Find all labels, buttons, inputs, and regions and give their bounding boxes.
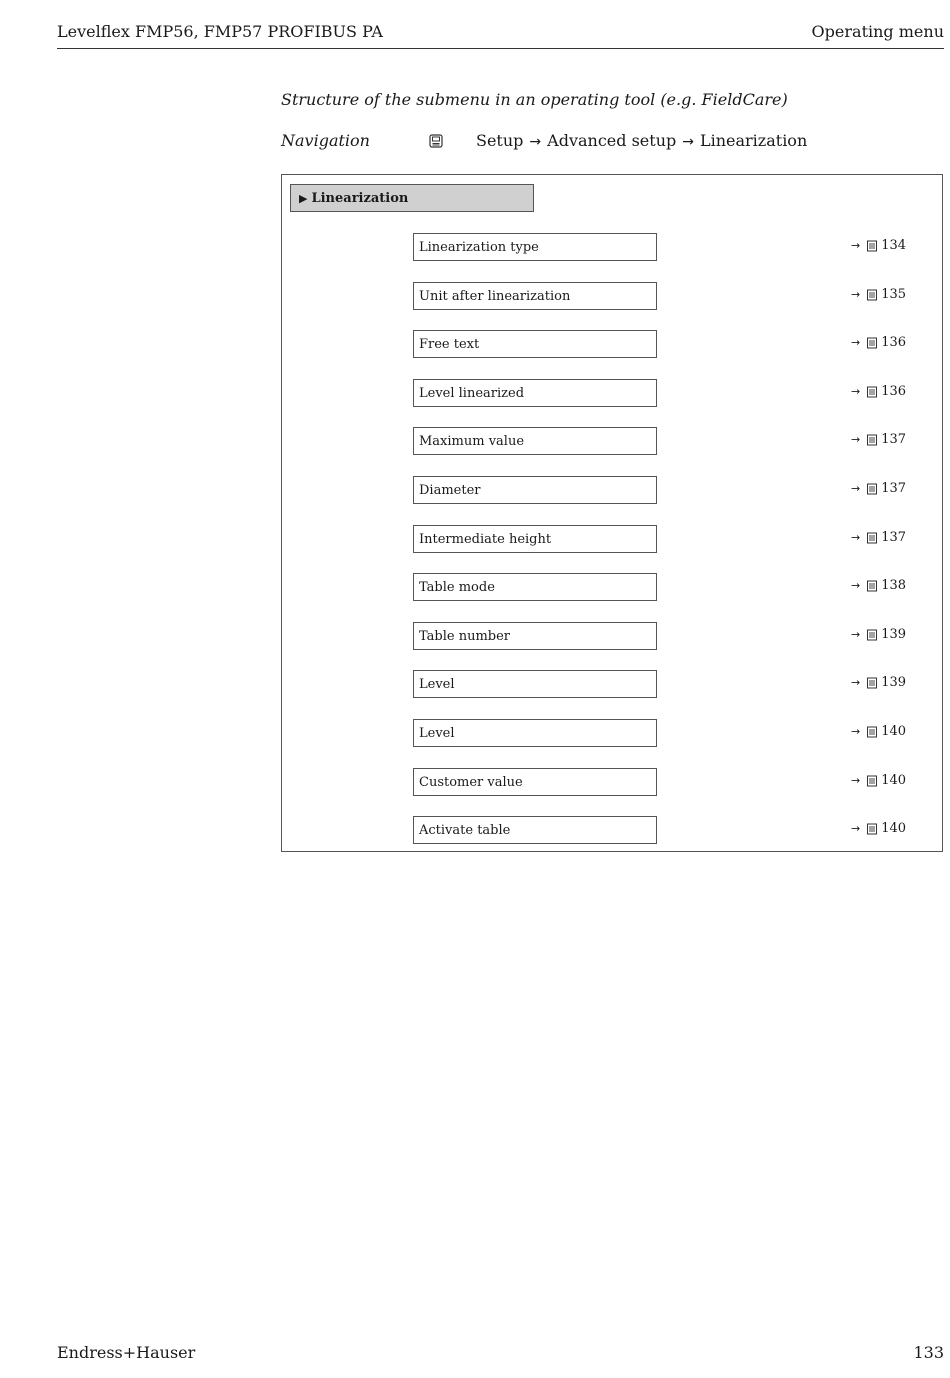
page-reference-link[interactable] [851,724,906,739]
submenu-title: Linearization [311,190,409,206]
parameter-item[interactable]: Level [413,670,657,698]
parameter-row [0,670,950,698]
page-reference-link[interactable] [851,384,906,399]
page-reference-icon [866,483,878,495]
parameter-row [0,622,950,650]
page-reference-link[interactable] [851,481,906,496]
parameter-item[interactable]: Intermediate height [413,525,657,553]
arrow-right-icon: → [851,579,861,592]
arrow-right-icon: → [851,822,861,835]
page-reference-link[interactable] [851,335,906,350]
nav-path-setup: Setup [476,131,524,150]
page-number: 139 [881,675,907,690]
page-number: 140 [881,724,907,739]
arrow-right-icon: → [851,385,861,398]
parameter-item[interactable]: Maximum value [413,427,657,455]
navigation-path [476,131,807,150]
page-number: 137 [881,530,907,545]
parameter-row [0,282,950,310]
expand-triangle-icon: ▶ [299,191,308,205]
parameter-row [0,476,950,504]
page-number: 136 [881,384,907,399]
header-product-title: Levelflex FMP56, FMP57 PROFIBUS PA [57,22,383,41]
page-reference-link[interactable] [851,773,906,788]
page-reference-icon [866,823,878,835]
parameter-row [0,330,950,358]
arrow-right-icon: → [682,134,694,150]
page-reference-link[interactable] [851,287,906,302]
page-number: 140 [881,821,907,836]
arrow-right-icon: → [851,628,861,641]
header-divider [57,48,944,49]
arrow-right-icon: → [851,482,861,495]
parameter-item[interactable]: Level linearized [413,379,657,407]
page-number: 138 [881,578,907,593]
page-reference-link[interactable] [851,578,906,593]
arrow-right-icon: → [851,676,861,689]
page-number: 136 [881,335,907,350]
footer-company: Endress+Hauser [57,1343,196,1362]
page-reference-icon [866,775,878,787]
page-number: 140 [881,773,907,788]
parameter-item[interactable]: Table mode [413,573,657,601]
page-reference-icon [866,726,878,738]
arrow-right-icon: → [851,433,861,446]
page-reference-icon [866,289,878,301]
page-reference-link[interactable] [851,238,906,253]
page-reference-icon [866,677,878,689]
page-number: 137 [881,432,907,447]
arrow-right-icon: → [851,725,861,738]
arrow-right-icon: → [529,134,542,150]
arrow-right-icon: → [851,336,861,349]
page-reference-link[interactable] [851,627,906,642]
parameter-item[interactable]: Diameter [413,476,657,504]
page-reference-link[interactable] [851,530,906,545]
parameter-row [0,525,950,553]
parameter-row [0,719,950,747]
parameter-item[interactable]: Linearization type [413,233,657,261]
submenu-structure-frame [281,174,943,852]
page-number: 134 [881,238,907,253]
page-reference-icon [866,434,878,446]
page-reference-icon [866,386,878,398]
page-reference-icon [866,580,878,592]
parameter-row [0,816,950,844]
device-display-icon [429,134,443,148]
page-reference-link[interactable] [851,432,906,447]
page-number: 135 [881,287,907,302]
arrow-right-icon: → [851,531,861,544]
parameter-row [0,427,950,455]
nav-path-advanced-setup: Advanced setup [547,131,677,150]
arrow-right-icon: → [851,239,861,252]
parameter-item[interactable]: Level [413,719,657,747]
submenu-header-linearization[interactable] [290,184,534,212]
parameter-row [0,233,950,261]
parameter-item[interactable]: Unit after linearization [413,282,657,310]
page-reference-icon [866,337,878,349]
navigation-label: Navigation [281,131,370,150]
arrow-right-icon: → [851,288,861,301]
parameter-item[interactable]: Free text [413,330,657,358]
arrow-right-icon: → [851,774,861,787]
page-reference-link[interactable] [851,821,906,836]
footer-page-number: 133 [913,1343,944,1362]
page-reference-link[interactable] [851,675,906,690]
parameter-item[interactable]: Table number [413,622,657,650]
page-reference-icon [866,532,878,544]
header-section-title: Operating menu [811,22,944,41]
page-number: 139 [881,627,907,642]
parameter-row [0,379,950,407]
page-reference-icon [866,629,878,641]
nav-path-linearization: Linearization [699,131,808,150]
parameter-item[interactable]: Customer value [413,768,657,796]
submenu-structure-caption: Structure of the submenu in an operating tool (e.g. FieldCare) [281,90,788,109]
parameter-row [0,768,950,796]
page-number: 137 [881,481,907,496]
parameter-item[interactable]: Activate table [413,816,657,844]
parameter-row [0,573,950,601]
page-reference-icon [866,240,878,252]
